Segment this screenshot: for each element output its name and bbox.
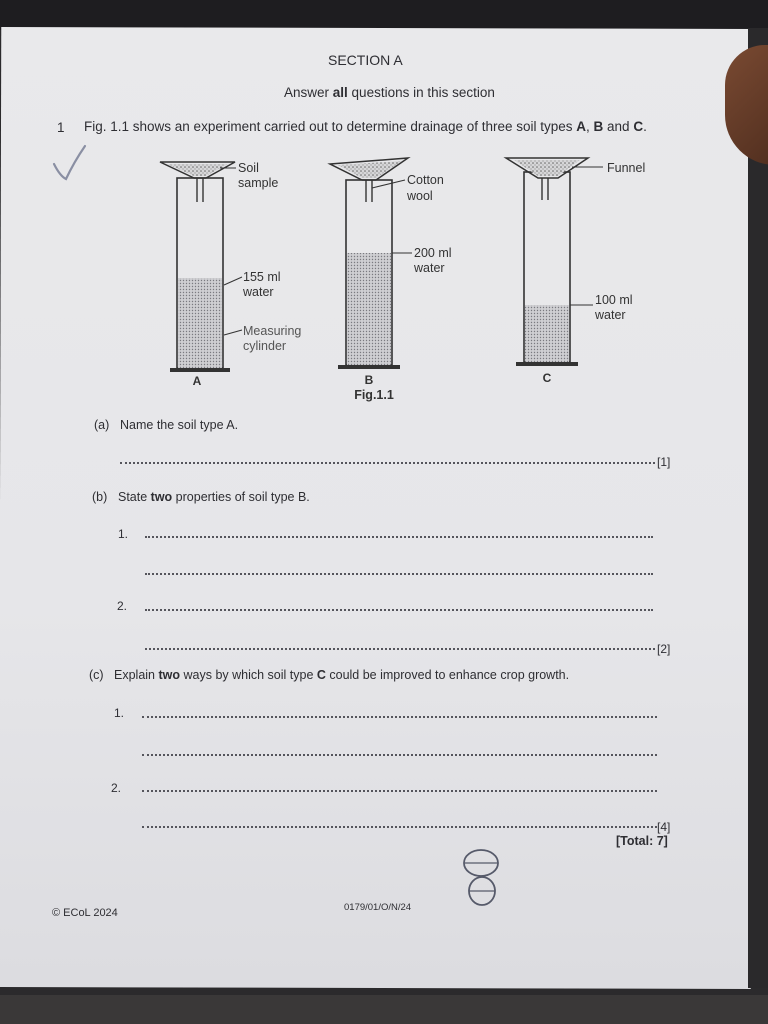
label-water-a-volume: 155 ml — [243, 270, 281, 284]
mark-a: [1] — [657, 455, 671, 469]
background-top — [0, 0, 768, 30]
answer-line-b2a[interactable] — [145, 609, 653, 611]
background-right — [748, 28, 768, 988]
figure-soil-drainage — [140, 150, 680, 410]
answer-line-b2b[interactable] — [145, 648, 655, 650]
label-wool: wool — [407, 189, 433, 203]
part-b-bold: two — [150, 490, 173, 504]
part-b-item2: 2. — [117, 599, 128, 613]
part-c-text-mid: ways by which soil type — [180, 668, 317, 682]
part-b-label: (b) — [92, 490, 108, 504]
label-funnel: Funnel — [607, 161, 646, 175]
letter-b: B — [364, 373, 374, 387]
stem-soil-a: A — [576, 119, 587, 134]
leader-cylinder — [224, 330, 242, 335]
part-b-text-end: properties of soil type B. — [172, 490, 310, 504]
part-c-text — [114, 668, 569, 682]
mark-c: [4] — [657, 820, 671, 834]
instruction-bold: all — [332, 85, 348, 100]
part-c-bold-c: C — [316, 668, 326, 682]
section-instruction — [284, 85, 495, 100]
cylinder-c — [506, 158, 588, 366]
label-measuring: Measuring — [243, 324, 302, 338]
answer-line-c1b[interactable] — [142, 754, 657, 756]
water-level-a — [178, 278, 222, 368]
stem-end: . — [643, 119, 647, 134]
answer-line-c2b[interactable] — [142, 826, 657, 828]
instruction-text: Answer — [284, 85, 333, 100]
part-a-label: (a) — [94, 418, 110, 432]
footer-code: 0179/01/O/N/24 — [344, 902, 412, 913]
mark-b: [2] — [657, 642, 671, 656]
part-c-text-start: Explain — [114, 668, 159, 682]
total-marks: [Total: 7] — [616, 834, 668, 848]
water-level-c — [525, 305, 569, 362]
question-number: 1 — [57, 120, 65, 135]
part-b-text-start: State — [118, 490, 151, 504]
stem-soil-c: C — [633, 119, 644, 134]
stem-sep: , — [586, 119, 594, 134]
answer-line-c2a[interactable] — [142, 790, 657, 792]
background-bottom — [0, 995, 768, 1024]
letter-c: C — [542, 371, 552, 385]
part-c-item1: 1. — [114, 706, 125, 720]
check-mark-icon — [48, 142, 88, 184]
label-water-b: water — [414, 261, 445, 275]
part-c-item2: 2. — [111, 781, 122, 795]
leader-water-a — [224, 277, 242, 285]
label-water-b-volume: 200 ml — [414, 246, 452, 260]
figure-caption: Fig.1.1 — [354, 388, 394, 402]
answer-line-b1b[interactable] — [145, 573, 653, 575]
handwritten-score-icon — [458, 846, 504, 910]
instruction-text-end: questions in this section — [347, 85, 495, 100]
water-level-b — [347, 253, 391, 365]
label-water-c-volume: 100 ml — [595, 293, 633, 307]
part-b-item1: 1. — [118, 527, 129, 541]
cylinder-b — [330, 158, 408, 369]
label-cylinder: cylinder — [243, 339, 287, 353]
stem-soil-b: B — [593, 119, 604, 134]
cylinder-a — [160, 162, 235, 372]
part-a-text: Name the soil type A. — [120, 418, 239, 432]
label-water-c: water — [595, 308, 626, 322]
stem-text: Fig. 1.1 shows an experiment carried out to determine drainage of three soil types — [84, 119, 577, 134]
part-c-label: (c) — [89, 668, 104, 682]
answer-line-b1a[interactable] — [145, 536, 653, 538]
leader-cotton — [372, 180, 405, 188]
answer-line-c1a[interactable] — [142, 716, 657, 718]
letter-a: A — [192, 374, 202, 388]
label-cotton: Cotton — [407, 173, 444, 187]
stem-sep: and — [603, 119, 634, 134]
part-b-text — [118, 490, 310, 504]
footer-copyright: © ECoL 2024 — [52, 907, 118, 919]
answer-line-a[interactable] — [120, 462, 655, 464]
label-soil: Soil — [238, 161, 259, 175]
label-sample: sample — [238, 176, 279, 190]
label-water-a: water — [243, 285, 274, 299]
section-title: SECTION A — [328, 52, 403, 68]
part-c-bold: two — [158, 668, 181, 682]
question-stem — [84, 119, 647, 134]
part-c-text-end: could be improved to enhance crop growth. — [325, 668, 570, 682]
